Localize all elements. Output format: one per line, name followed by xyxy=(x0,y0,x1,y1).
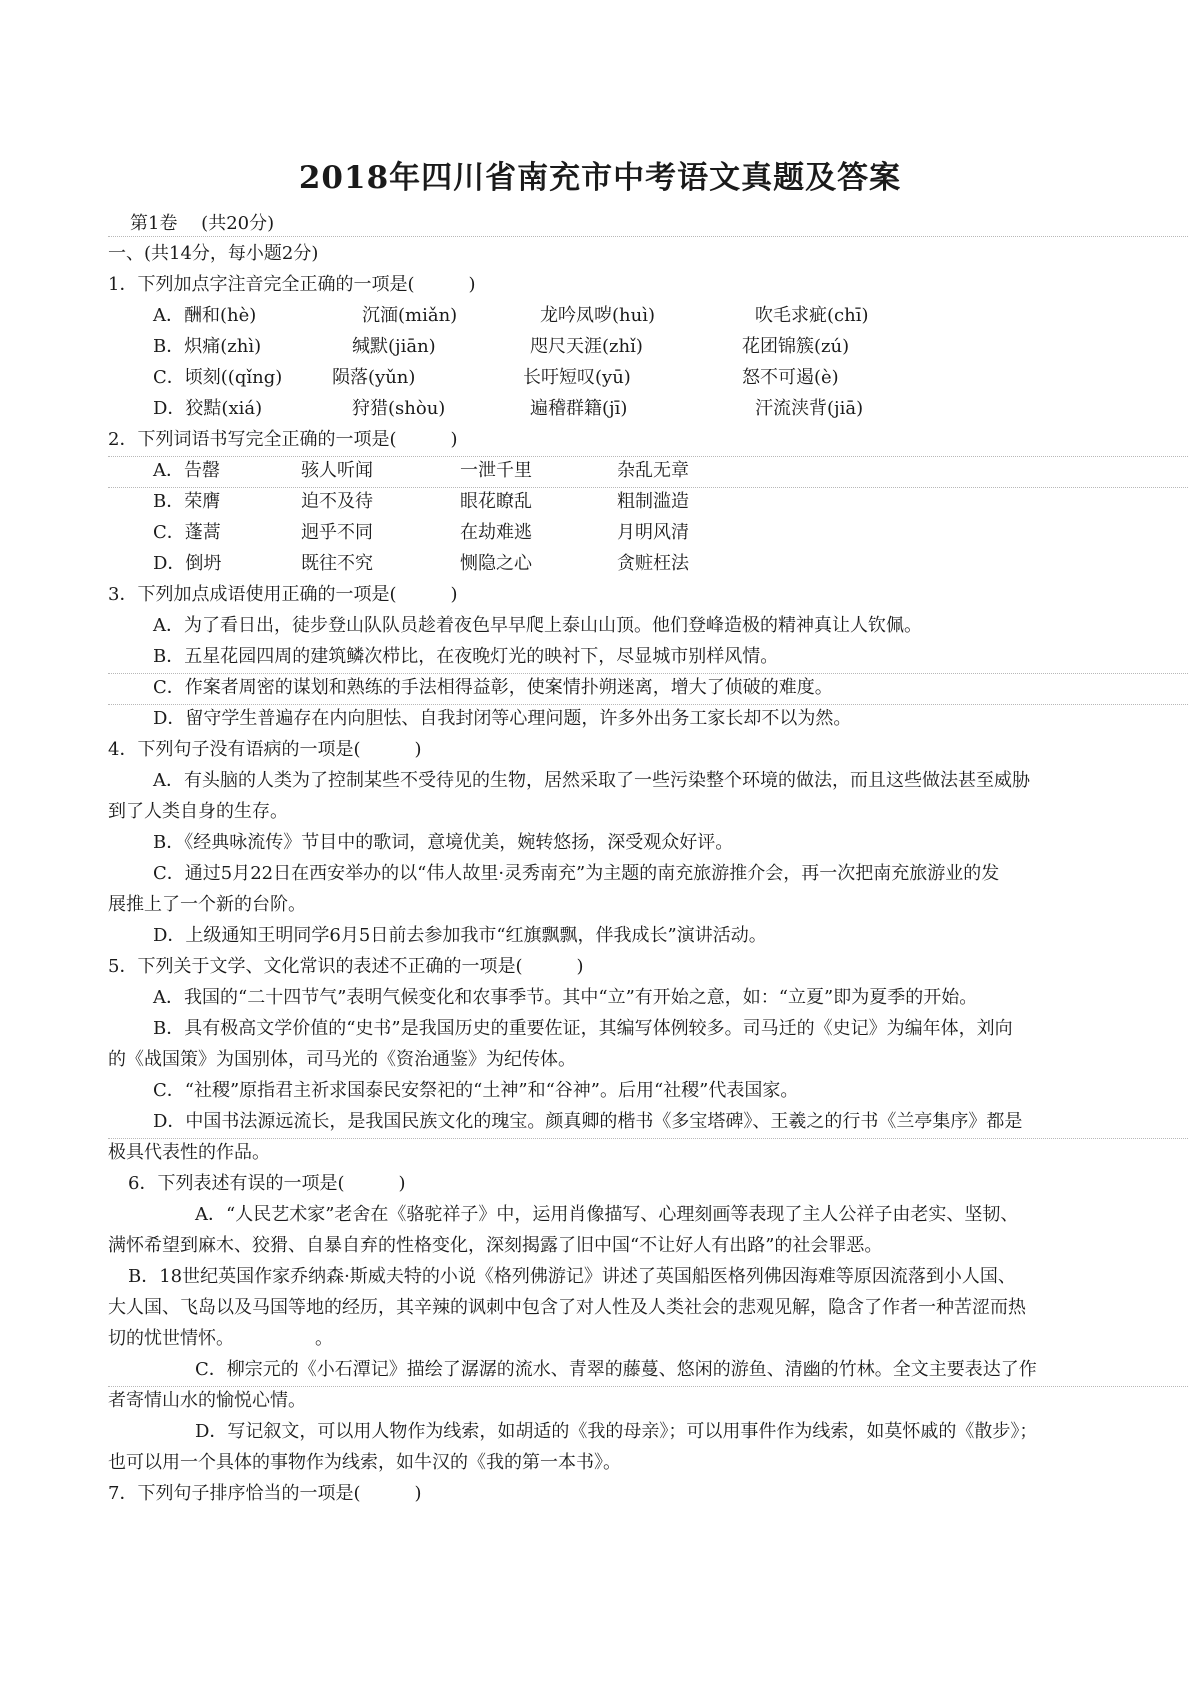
q1-option-c-3: 长吁短叹(yū) xyxy=(523,367,631,388)
q2-option-b-3: 眼花瞭乱 xyxy=(460,491,532,512)
q5-option-b-line1: B．具有极高文学价值的“史书”是我国历史的重要佐证，其编写体例较多。司马迁的《史记》为编年体，刘向 xyxy=(153,1018,1013,1039)
q1-option-c-4: 怒不可遏(è) xyxy=(742,367,839,388)
q2-option-d-1: D．倒坍 xyxy=(153,553,222,574)
q6-option-c-line2: 者寄情山水的愉悦心情。 xyxy=(108,1390,306,1411)
q1-option-a-4: 吹毛求疵(chī) xyxy=(755,305,869,326)
q1-option-b-3: 咫尺天涯(zhǐ) xyxy=(530,336,643,357)
q1-stem: 1．下列加点字注音完全正确的一项是( ) xyxy=(108,274,476,295)
q3-stem: 3．下列加点成语使用正确的一项是( ) xyxy=(108,584,458,605)
q2-option-c-3: 在劫难逃 xyxy=(460,522,532,543)
dotted-rule xyxy=(108,487,1188,488)
dotted-rule xyxy=(108,236,1188,237)
q2-option-c-2: 迥乎不同 xyxy=(301,522,373,543)
q7-stem: 7．下列句子排序恰当的一项是( ) xyxy=(108,1483,422,1504)
part1-header: 一、(共14分，每小题2分) xyxy=(108,243,319,264)
q2-option-b-1: B．荣膺 xyxy=(153,491,221,512)
q6-option-a-line1: A．“人民艺术家”老舍在《骆驼祥子》中，运用肖像描写、心理刻画等表现了主人公祥子由老实、坚韧、 xyxy=(195,1204,1019,1225)
q4-option-b: B．《经典咏流传》节目中的歌词，意境优美，婉转悠扬，深受观众好评。 xyxy=(153,832,734,853)
dotted-rule xyxy=(108,673,1188,674)
q2-option-b-2: 迫不及待 xyxy=(301,491,373,512)
q4-option-a-line1: A．有头脑的人类为了控制某些不受待见的生物，居然采取了一些污染整个环境的做法，而且这些做法甚至威胁 xyxy=(153,770,1030,791)
q2-stem: 2．下列词语书写完全正确的一项是( ) xyxy=(108,429,458,450)
q2-option-a-2: 骇人听闻 xyxy=(301,460,373,481)
q6-option-b-line3: 切的忧世情怀。 。 xyxy=(108,1328,333,1349)
q5-option-a: A．我国的“二十四节气”表明气候变化和农事季节。其中“立”有开始之意，如：“立夏”即为夏季的开始。 xyxy=(153,987,978,1008)
q5-stem: 5．下列关于文学、文化常识的表述不正确的一项是( ) xyxy=(108,956,584,977)
q1-option-a-3: 龙吟凤哕(huì) xyxy=(540,305,655,326)
q6-option-d-line1: D．写记叙文，可以用人物作为线索，如胡适的《我的母亲》；可以用事件作为线索，如莫怀戚的《散步》； xyxy=(195,1421,1038,1442)
q3-option-b: B．五星花园四周的建筑鳞次栉比，在夜晚灯光的映衬下，尽显城市别样风情。 xyxy=(153,646,779,667)
q1-option-d-3: 遍稽群籍(jī) xyxy=(530,398,628,419)
q2-option-a-4: 杂乱无章 xyxy=(617,460,689,481)
q4-stem: 4．下列句子没有语病的一项是( ) xyxy=(108,739,422,760)
q2-option-a-1: A．告罄 xyxy=(153,460,220,481)
dotted-rule xyxy=(108,1138,1188,1139)
q4-option-a-line2: 到了人类自身的生存。 xyxy=(108,801,288,822)
q5-option-c: C．“社稷”原指君主祈求国泰民安祭祀的“土神”和“谷神”。后用“社稷”代表国家。 xyxy=(153,1080,799,1101)
q6-option-b-line2: 大人国、飞岛以及马国等地的经历，其辛辣的讽刺中包含了对人性及人类社会的悲观见解，隐含了作者一种苦涩而热 xyxy=(108,1297,1026,1318)
q1-option-d-4: 汗流浃背(jiā) xyxy=(755,398,864,419)
q6-option-a-line2: 满怀希望到麻木、狡猾、自暴自弃的性格变化，深刻揭露了旧中国“不让好人有出路”的社会罪恶。 xyxy=(108,1235,883,1256)
q2-option-d-3: 恻隐之心 xyxy=(460,553,532,574)
q2-option-d-2: 既往不究 xyxy=(301,553,373,574)
q6-option-b-line1: B．18世纪英国作家乔纳森·斯威夫特的小说《格列佛游记》讲述了英国船医格列佛因海难等原因流落到小人国、 xyxy=(128,1266,1016,1287)
q4-option-c-line2: 展推上了一个新的台阶。 xyxy=(108,894,306,915)
q2-option-c-4: 月明风清 xyxy=(617,522,689,543)
q1-option-d-1: D．狡黠(xiá) xyxy=(153,398,263,419)
q1-option-b-1: B．炽痛(zhì) xyxy=(153,336,262,357)
q6-stem: 6．下列表述有误的一项是( ) xyxy=(128,1173,406,1194)
q6-option-c-line1: C．柳宗元的《小石潭记》描绘了潺潺的流水、青翠的藤蔓、悠闲的游鱼、清幽的竹林。全文主要表达了作 xyxy=(195,1359,1037,1380)
section-header: 第1卷 (共20分) xyxy=(130,213,275,234)
q1-option-a-1: A．酬和(hè) xyxy=(153,305,257,326)
dotted-rule xyxy=(108,1386,1188,1387)
q5-option-d-line1: D．中国书法源远流长，是我国民族文化的瑰宝。颜真卿的楷书《多宝塔碑》、王羲之的行书《兰亭集序》都是 xyxy=(153,1111,1023,1132)
q1-option-c-1: C．顷刻((qǐng) xyxy=(153,367,283,388)
q6-option-d-line2: 也可以用一个具体的事物作为线索，如牛汉的《我的第一本书》。 xyxy=(108,1452,621,1473)
q1-option-b-4: 花团锦簇(zú) xyxy=(742,336,850,357)
dotted-rule xyxy=(108,704,1188,705)
q3-option-a: A．为了看日出，徒步登山队队员趁着夜色早早爬上泰山山顶。他们登峰造极的精神真让人钦佩。 xyxy=(153,615,922,636)
q1-option-c-2: 陨落(yǔn) xyxy=(332,367,416,388)
dotted-rule xyxy=(108,456,1188,457)
q3-option-d: D．留守学生普遍存在内向胆怯、自我封闭等心理问题，许多外出务工家长却不以为然。 xyxy=(153,708,852,729)
page-title: 2018年四川省南充市中考语文真题及答案 xyxy=(298,160,902,196)
q1-option-a-2: 沉湎(miǎn) xyxy=(362,305,458,326)
q3-option-c: C．作案者周密的谋划和熟练的手法相得益彰，使案情扑朔迷离，增大了侦破的难度。 xyxy=(153,677,833,698)
q5-option-d-line2: 极具代表性的作品。 xyxy=(108,1142,270,1163)
q4-option-d: D．上级通知王明同学6月5日前去参加我市“红旗飘飘，伴我成长”演讲活动。 xyxy=(153,925,767,946)
q2-option-a-3: 一泄千里 xyxy=(460,460,532,481)
q2-option-d-4: 贪赃枉法 xyxy=(617,553,689,574)
q2-option-c-1: C．蓬蒿 xyxy=(153,522,221,543)
q1-option-d-2: 狩猎(shòu) xyxy=(352,398,446,419)
q4-option-c-line1: C．通过5月22日在西安举办的以“伟人故里·灵秀南充”为主题的南充旅游推介会，再一次把南充旅游业的发 xyxy=(153,863,1000,884)
q1-option-b-2: 缄默(jiān) xyxy=(352,336,436,357)
q2-option-b-4: 粗制滥造 xyxy=(617,491,689,512)
q5-option-b-line2: 的《战国策》为国别体，司马光的《资治通鉴》为纪传体。 xyxy=(108,1049,576,1070)
